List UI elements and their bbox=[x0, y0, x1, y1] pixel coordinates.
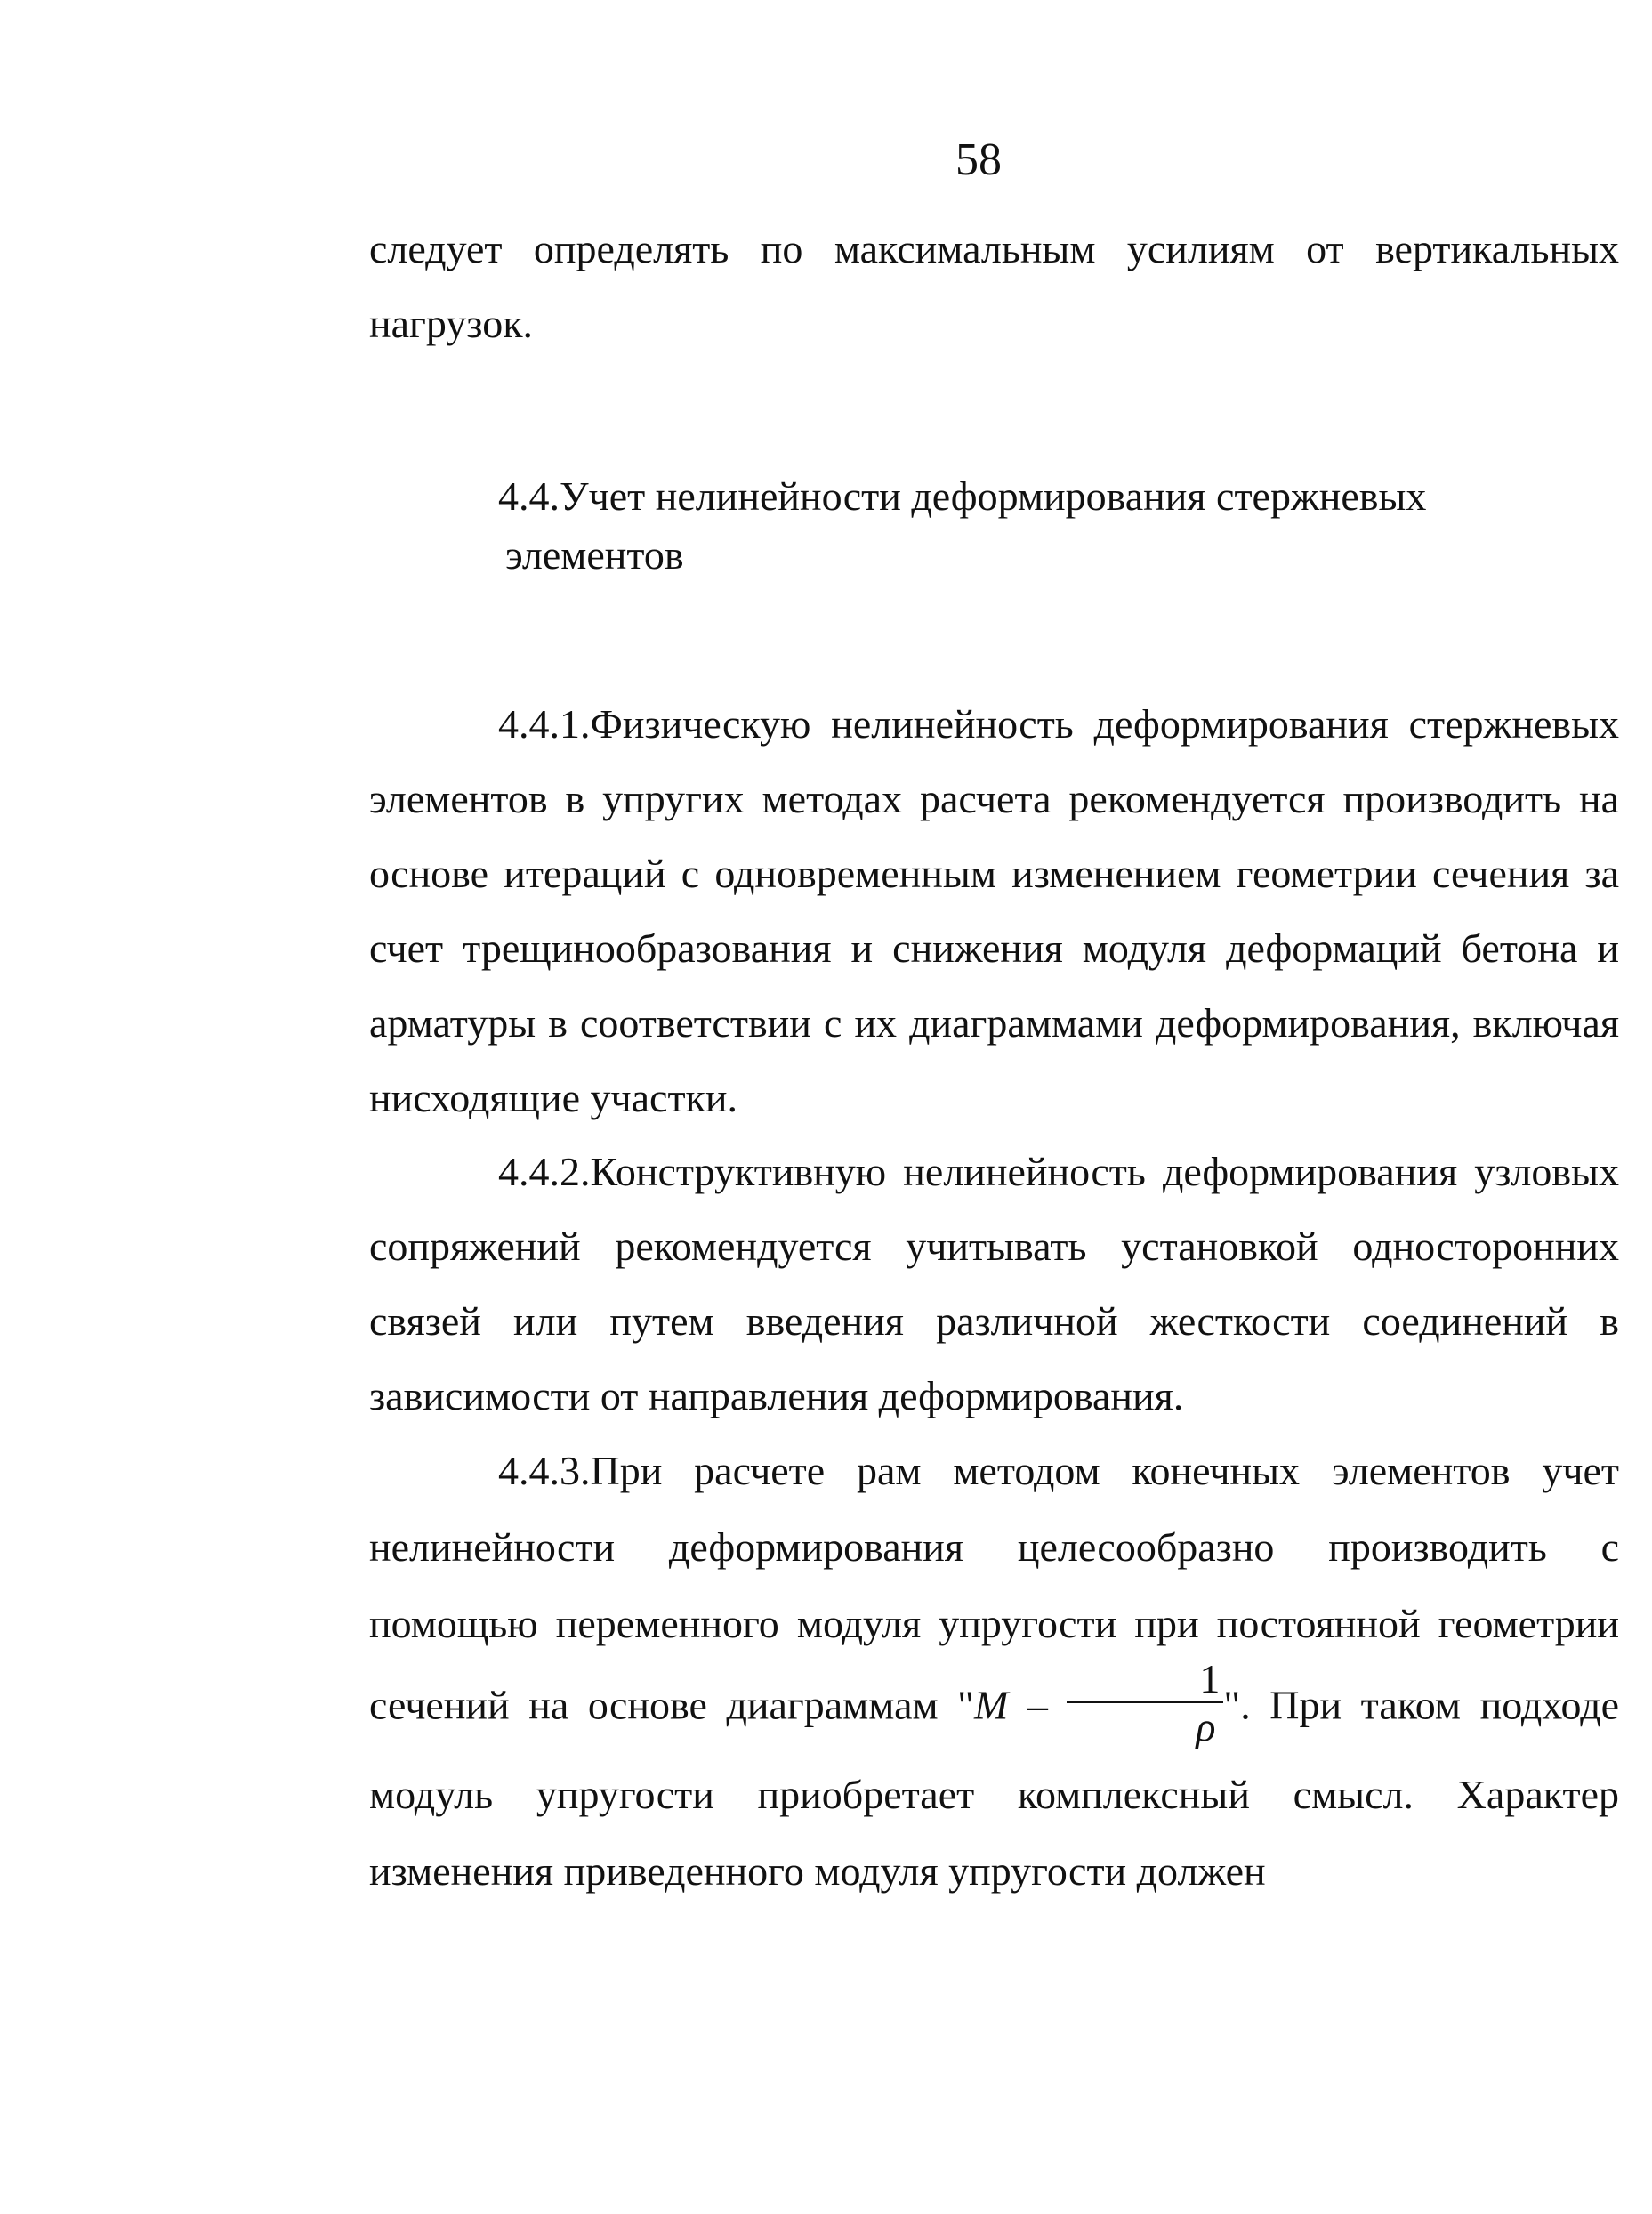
intro-line-1: следует определять по максимальным усилиям от вертикальных bbox=[369, 226, 1619, 271]
formula-variable-m: M bbox=[973, 1682, 1009, 1728]
page-number: 58 bbox=[955, 134, 1002, 185]
formula-quote-open: " bbox=[938, 1682, 974, 1728]
paragraph-4-4-1 bbox=[369, 687, 1619, 1135]
intro-paragraph bbox=[369, 212, 1619, 361]
paragraph-4-4-3-text bbox=[369, 1433, 1619, 1910]
section-heading bbox=[498, 467, 1566, 585]
paragraph-4-4-3-text-before: 4.4.3.При расчете рам методом конечных элементов учет нелинейности деформирования целесообразно производить с помощью переменного модуля упругости при постоянной геометрии сечений на основе диаграммам bbox=[369, 1448, 1619, 1728]
formula-numerator: 1 bbox=[1067, 1657, 1223, 1703]
formula-fraction bbox=[1067, 1657, 1223, 1751]
intro-line-2: нагрузок. bbox=[369, 301, 534, 346]
section-heading-line-1: 4.4.Учет нелинейности деформирования стержневых bbox=[498, 473, 1427, 519]
paragraph-4-4-2-text: 4.4.2.Конструктивную нелинейность деформирования узловых сопряжений рекомендуется учитывать установкой односторонних связей или путем введения различной жесткости соединений в зависимости от направления деформирования. bbox=[369, 1149, 1619, 1418]
paragraph-4-4-3-text-after: . При таком подходе модуль упругости приобретает комплексный смысл. Характер изменения приведенного модуля упругости должен bbox=[369, 1682, 1620, 1894]
formula-quote-close: " bbox=[1223, 1682, 1241, 1728]
formula-denominator: ρ bbox=[1196, 1704, 1216, 1749]
section-heading-line-2: элементов bbox=[505, 532, 684, 578]
paragraph-4-4-2 bbox=[369, 1135, 1619, 1434]
formula-minus: – bbox=[1008, 1682, 1068, 1728]
paragraph-4-4-3 bbox=[369, 1433, 1619, 1910]
paragraph-4-4-1-text: 4.4.1.Физическую нелинейность деформирования стержневых элементов в упругих методах расчета рекомендуется производить на основе итераций с одновременным изменением геометрии сечения за счет трещинообразования и снижения модуля деформаций бетона и арматуры в соответствии с их диаграммами деформирования, включая нисходящие участки. bbox=[369, 701, 1619, 1120]
